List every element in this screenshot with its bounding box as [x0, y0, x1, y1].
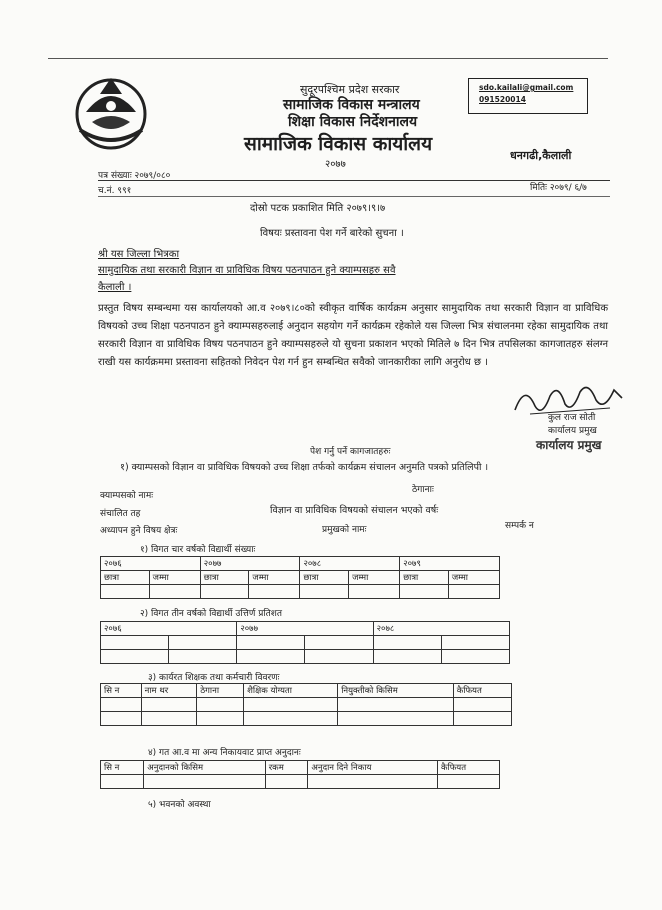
table-header-cell: शैक्षिक योग्यता	[244, 684, 338, 698]
top-rule	[48, 58, 608, 59]
email: sdo.kailali@gmail.com	[479, 83, 574, 92]
documents-item-1: १) क्याम्पसको विज्ञान वा प्राविधिक विषयको उच्च शिक्षा तर्फको कार्यक्रम संचालन अनुमति पत्रको प्रतिलिपी ।	[120, 462, 489, 473]
year-started-label: विज्ञान वा प्राविधिक विषयको संचालन भएको वर्षः	[270, 505, 439, 516]
subject-area-label: अध्यापन हुने विषय क्षेत्रः	[100, 526, 178, 536]
table-subheader-cell: जम्मा	[249, 571, 300, 585]
table-header-cell: सि न	[101, 684, 142, 698]
pass-rate-table	[100, 621, 510, 664]
staff-table	[100, 683, 512, 726]
section-4-title: ४) गत आ.व मा अन्य निकायवाट प्राप्त अनुदानः	[148, 748, 301, 758]
table-row	[101, 585, 500, 599]
campus-name-label: क्याम्पसको नामः	[100, 491, 154, 501]
table-header-cell: नाम थर	[141, 684, 197, 698]
table-row	[101, 775, 500, 789]
signatory-name: कुल राज सोती	[548, 413, 596, 423]
operated-level-label: संचालित तह	[100, 509, 141, 519]
table-header-cell: २०७८	[300, 557, 400, 571]
addressee-line-2: सामुदायिक तथा सरकारी विज्ञान वा प्राविधिक विषय पठनपाठन हुने क्याम्पसहरु सवै	[98, 265, 396, 276]
student-count-table	[100, 556, 500, 599]
phone: 091520014	[479, 95, 526, 104]
table-subheader-cell: छात्रा	[400, 571, 449, 585]
addressee-line-3: कैलाली ।	[98, 282, 132, 293]
table-row	[101, 712, 512, 726]
table-row	[101, 650, 510, 664]
ministry-name: सामाजिक विकास मन्त्रालय	[283, 97, 420, 113]
office-name: सामाजिक विकास कार्यालय	[244, 133, 433, 155]
second-publish-date: दोस्रो पटक प्रकाशित मिति २०७९।९।७	[250, 203, 386, 214]
section-1-title: १) विगत चार वर्षको विद्यार्थी संख्याः	[140, 545, 256, 555]
office-stamp: कार्यालय प्रमुख	[536, 438, 602, 452]
province-name: सुदूरपश्चिम प्रदेश सरकार	[300, 83, 400, 96]
table-subheader-cell: छात्रा	[300, 571, 349, 585]
letter-number: पत्र संख्याः २०७९/०८०	[98, 171, 171, 181]
table-header-cell: सि न	[101, 761, 144, 775]
address-label: ठेगानाः	[412, 485, 434, 495]
table-subheader-cell: जम्मा	[149, 571, 200, 585]
notice-body: प्रस्तुत विषय सम्बन्धमा यस कार्यालयको आ.व २०७९।८०को स्वीकृत वार्षिक कार्यक्रम अनुसार सामुदायिक तथा सरकारी विज्ञान वा प्राविधिक विषयको उच्च शिक्षा पठनपाठन हुने क्याम्पसहरुलाई अनुदान सहयोग गर्ने कार्यक्रम रहेकोले यस जिल्ला भित्र संचालनमा रहेका सामुदायिक तथा सरकारी विज्ञान वा प्राविधिक विषय पठनपाठन हुने क्याम्पसहरुले यो सुचना प्रकाशन भएको मितिले ७ दिन भित्र तपसिलका कागजातहरु संलग्न राखी यस कार्यक्रममा प्रस्तावना सहितको निवेदन पेश गर्न हुन सम्बन्धित सवैको जानकारीका लागि अनुरोध छ ।	[98, 303, 608, 368]
table-header-cell: २०७६	[101, 557, 201, 571]
chief-name-label: प्रमुखको नामः	[322, 525, 367, 535]
table-header-cell: नियुक्तीको किसिम	[338, 684, 454, 698]
dispatch-number: च.नं. ९९१	[98, 186, 132, 196]
signatory-title: कार्यालय प्रमुख	[548, 426, 597, 436]
table-subheader-cell: जम्मा	[349, 571, 400, 585]
table-header-cell: २०७९	[400, 557, 500, 571]
table-header-cell: २०७७	[200, 557, 300, 571]
government-emblem-icon	[70, 70, 152, 152]
table-header-cell: २०७७	[237, 622, 373, 636]
header-rule-bottom	[98, 196, 610, 197]
subject-line: विषयः प्रस्तावना पेश गर्ने बारेको सुचना ।	[260, 228, 404, 239]
office-year: २०७७	[325, 159, 346, 170]
table-header-cell: अनुदानको किसिम	[144, 761, 265, 775]
table-header-cell: ठेगाना	[197, 684, 244, 698]
table-subheader-cell: जम्मा	[448, 571, 499, 585]
table-header-cell: कैफियत	[437, 761, 499, 775]
table-subheader-cell: छात्रा	[101, 571, 150, 585]
directorate-name: शिक्षा विकास निर्देशनालय	[288, 114, 418, 130]
office-location: धनगढी,कैलाली	[510, 149, 572, 162]
section-5-title: ५) भवनको अवस्था	[148, 800, 211, 810]
table-header-cell: रकम	[265, 761, 308, 775]
section-3-title: ३) कार्यरत शिक्षक तथा कर्मचारी विवरणः	[148, 673, 280, 683]
table-header-cell: २०७८	[373, 622, 509, 636]
table-row	[101, 636, 510, 650]
documents-heading: पेश गर्नु पर्ने कागजातहरुः	[310, 447, 391, 457]
contact-label: सम्पर्क न	[505, 521, 534, 531]
contact-box	[468, 78, 588, 114]
table-row	[101, 698, 512, 712]
table-header-cell: २०७६	[101, 622, 237, 636]
addressee-line-1: श्री यस जिल्ला भित्रका	[98, 249, 180, 260]
table-header-cell: अनुदान दिने निकाय	[308, 761, 438, 775]
table-subheader-cell: छात्रा	[200, 571, 249, 585]
grant-table	[100, 760, 500, 789]
letter-date: मितिः २०७९/ ६/७	[530, 183, 587, 193]
section-2-title: २) विगत तीन वर्षको विद्यार्थी उत्तिर्ण प्रतिशत	[140, 609, 283, 619]
table-header-cell: कैफियत	[453, 684, 511, 698]
